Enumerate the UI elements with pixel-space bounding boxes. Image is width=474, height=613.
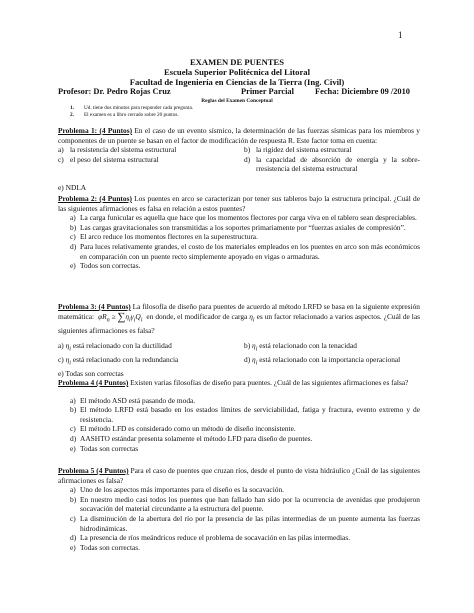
problem-3 xyxy=(58,302,420,379)
problem-4 xyxy=(58,378,420,453)
problem-3-options xyxy=(58,341,420,369)
option-c: c) El método LFD es considerado como un método de diseño inconsistente. xyxy=(70,424,296,434)
option-d: d) $\eta_i$ está relacionado con la importancia operacional xyxy=(244,355,401,367)
problem-2 xyxy=(58,194,420,271)
option-e: e) Todas son correctas xyxy=(58,369,124,379)
option-e: e) Todas son correctas. xyxy=(70,542,141,552)
option-c: c) el peso del sistema estructural xyxy=(58,154,159,164)
problem-1 xyxy=(58,126,420,193)
problem-1-options xyxy=(58,145,420,174)
option-a: a) Uno de los aspectos más importantes para el diseño es la socavación. xyxy=(70,485,285,495)
page-number: 1 xyxy=(398,30,403,40)
option-a: a) La carga funicular es aquella que hace que los momentos flectores por carga viva en el tablero sean despreciables. xyxy=(70,213,417,223)
option-a: a) El método ASD está pasando de moda. xyxy=(70,395,196,405)
option-c: c) $\eta_i$ está relacionado con la redundancia xyxy=(58,355,179,367)
option-e: e) Todos son correctas. xyxy=(70,261,141,271)
option-c: c) La disminución de la abertura del río por la presencia de las pilas intermedias de un puente aumenta las fuerzas hidrodinámicas. xyxy=(70,513,420,533)
option-b: b) El método LRFD está basado en los estados límites de serviciabilidad, fatiga y fractura, evento extremo y de resistencia. xyxy=(70,405,420,424)
problem-4-statement: Problema 4 (4 Puntos) Existen varias filosofías de diseño para puentes. ¿Cuál de las siguientes afirmaciones es falsa? xyxy=(58,378,409,387)
option-a: a) $\eta_i$ está relacionado con la ductilidad xyxy=(58,341,172,353)
exam-date: Fecha: Diciembre 09 /2010 xyxy=(315,87,410,96)
rules-title: Reglas del Examen Conceptual xyxy=(201,98,273,104)
exam-type: Primer Parcial xyxy=(241,87,294,96)
lrfd-formula: $\varphi R_n \ge \sum\eta_i\gamma_iQ_i$ xyxy=(98,310,143,324)
option-e: e) NDLA xyxy=(58,182,87,192)
rule-item: 2. El examen es a libro cerrado sobre 20 puntos. xyxy=(70,112,179,118)
option-c: c) El arco reduce los momentos flectores en la superestructura. xyxy=(70,232,258,242)
problem-4-title: Problema 4 (4 Puntos) xyxy=(58,378,129,387)
option-d: d) AASHTO estándar presenta solamente el método LFD para diseño de puentes. xyxy=(70,433,313,443)
problem-2-title: Problema 2: (4 Puntos) xyxy=(58,194,132,203)
faculty-name: Facultad de Ingeniería en Ciencias de la Tierra (Ing. Civil) xyxy=(129,77,345,87)
school-name: Escuela Superior Politécnica del Litoral xyxy=(164,67,310,77)
problem-5 xyxy=(58,466,420,552)
exam-title: EXAMEN DE PUENTES xyxy=(189,57,285,67)
problem-3-statement: Problema 3: (4 Puntos) La filosofía de diseño para puentes de acuerdo al método LRFD se basa en la siguiente expresión matemática: $\varphi R_n \ge \sum\eta_i\gamma_iQ_i$ en donde, el modificador de carga $\eta_i$ es un factor relacionado a varios aspectos. ¿Cuál de las siguientes afirmaciones es falsa? xyxy=(58,302,420,335)
problem-2-statement: Problema 2: (4 Puntos) Los puentes en arco se caracterizan por tener sus tableros bajo la estructura principal. ¿Cuál de las siguientes afirmaciones es falsa en relación a estos puentes? xyxy=(58,194,420,213)
problem-5-statement: Problema 5 (4 Puntos) Para el caso de puentes que cruzan ríos, desde el punto de vista hidráulico ¿Cuál de las siguientes afirmaciones es falsa? xyxy=(58,466,420,485)
option-d: d) La presencia de ríos meándricos reduce el problema de socavación en las pilas intermedias. xyxy=(70,533,351,543)
rule-item: 1. Ud. tiene dos minutos para responder cada pregunta. xyxy=(70,105,194,111)
option-b: b) En nuestro medio casi todos los puentes que han fallado han sido por la ocurrencia de avenidas que produjeron socavación del material circundante a la estructura del puente. xyxy=(70,494,420,514)
option-e: e) Todas son correctas xyxy=(70,443,139,453)
problem-5-title: Problema 5 (4 Puntos) xyxy=(58,466,129,475)
problem-3-title: Problema 3: (4 Puntos) xyxy=(58,302,131,311)
option-a: a) la resistencia del sistema estructural xyxy=(58,145,177,155)
option-d: d) la capacidad de absorción de energía y la sobre-rresistencia del sistema estructural xyxy=(244,154,420,174)
option-b: b) la rigidez del sistema estructural xyxy=(244,145,352,155)
professor-name: Profesor: Dr. Pedro Rojas Cruz xyxy=(58,87,171,96)
option-b: b) $\eta_i$ está relacionado con la tenacidad xyxy=(244,341,357,353)
rules-list xyxy=(70,105,193,119)
problem-1-statement: Problema 1: (4 Puntos) En el caso de un evento sísmico, la determinación de las fuerzas sísmicas para los miembros y componentes de un puente se basan en el factor de modificación de respuesta R. Este factor toma en cuenta: xyxy=(58,126,420,145)
problem-1-title: Problema 1: (4 Puntos) xyxy=(58,126,133,135)
option-d: d) Para luces relativamente grandes, el costo de los materiales empleados en los puentes en arco son más económicos en comparación con un puente recto simplemente apoyado en vigas o armaduras. xyxy=(70,241,420,261)
option-b: b) Las cargas gravitacionales son transmitidas a los soportes primariamente por “fuerzas axiales de compresión”. xyxy=(70,222,406,232)
